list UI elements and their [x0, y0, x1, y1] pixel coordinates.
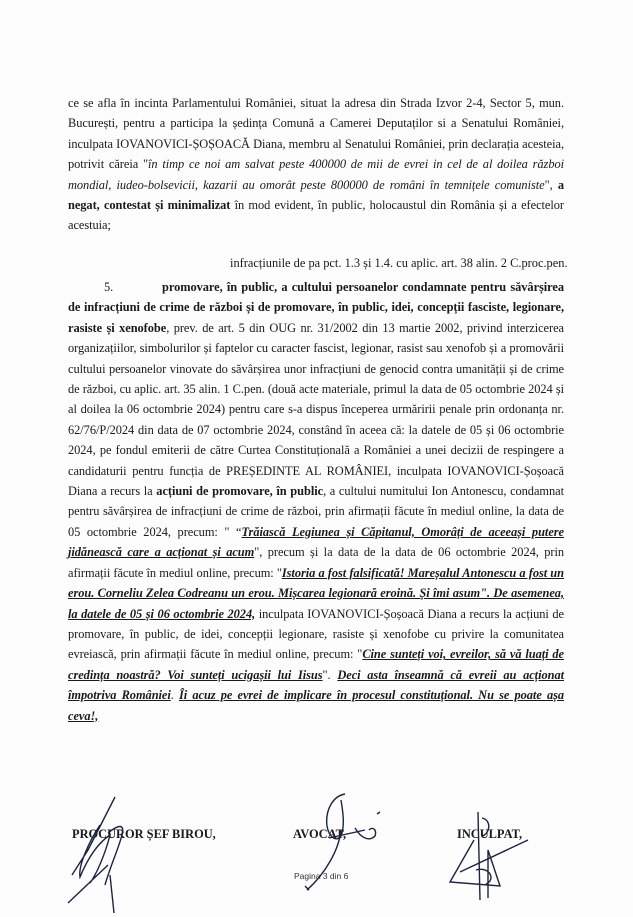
text-segment: , prev. de art. 5 din OUG nr. 31/2002 din 13 martie 2002, privind interzicerea organizațiilor, simbolurilor și faptelor cu caracter fascist, legionar, rasist sau xenofob și a promovării cultului persoanelor vinovate do săvârșirea unor infracțiuni de genocid contra umanității și de crime de război, cu aplic. art. 35 alin. 1 C.pen. (două acte materiale, primul la data de 05 octombrie 2024 și al doilea la 06 octombrie 2024) pentru care s-a dispus începerea urmăririi penale prin ordonanța nr. 62/76/P/2024 din data de 07 octombrie 2024, constând în aceea că: la datele de 05 și 06 octombrie 2024, pe fondul emiterii de către Curtea Constituțională a României a unei decizii de respingere a candidaturii pentru funcția de PREȘEDINTE AL ROMÂNIEI, inculpata IOVANOVICI-Șoșoacă Diana a recurs la — [68, 320, 564, 499]
text-segment: inculpata IOVANOVICI-Șoșoacă Diana a recurs la acțiuni de promovare, în public, de idei, concepții legionare, rasiste și xenofobe cu privire la comunitatea evreiască, prin afirmații făcute în mediul online, precum: " — [68, 606, 564, 662]
bold-phrase: acțiuni de promovare, în public — [156, 484, 324, 499]
quoted-statement: Trăiască Legiunea și Căpitanul, Omorâți de aceeași putere jidănească care a acționat și acum — [68, 524, 564, 560]
quoted-statement: în timp ce noi am salvat peste 400000 de mii de evrei in cel de al doilea război mondial, iudeo-bolsevicii, kazarii au omorât peste 800000 de români în temnițele comuniste — [68, 157, 565, 192]
item-number: 5. — [104, 280, 114, 294]
quoted-statement: Istoria a fost falsificată! Mareșalul Antonescu a fost un erou. Corneliu Zelea Codreanu un erou. Mișcarea legionară eroină. Și îmi asum". De asemenea, la datele de 05 și 06 octombrie 2024, — [68, 565, 564, 621]
text-segment: ce se afla în incinta Parlamentului României, situat la adresa din Strada Izvor 2-4, Sector 5, mun. București, pentru a participa la ședința Comună a Camerei Deputaților si a Senatului României, inculpata IOVANOVICI-ȘOȘOACĂ Diana, membru al Senatului României, prin declarația acesteia, potrivit căreia " — [68, 96, 564, 172]
prosecutor-label: PROCUROR ȘEF BIROU, — [72, 827, 216, 841]
prosecutor-signature — [60, 795, 180, 915]
text-segment: în mod evident, în public, holocaustul din România și a efectelor acestuia; — [68, 198, 564, 233]
defendant-signature — [430, 810, 540, 910]
bold-phrase: a negat, contestat și minimalizat — [68, 177, 564, 213]
lawyer-label: AVOCAT, — [293, 827, 347, 841]
text-segment: . — [170, 688, 180, 703]
paragraph-declaration — [68, 93, 564, 236]
text-segment: ", — [544, 177, 558, 192]
page-number: Pagina 3 din 6 — [294, 871, 349, 881]
text-segment: ", precum și la data de la data de 06 octombrie 2024, prin afirmații făcute în mediul online, precum: " — [68, 545, 565, 580]
paragraph-charge-5 — [68, 277, 564, 726]
legal-reference: infracțiunile de pa pct. 1.3 și 1.4. cu aplic. art. 38 alin. 2 C.proc.pen. — [230, 256, 568, 270]
charge-heading: promovare, în public, a cultului persoanelor condamnate pentru săvârșirea de infracțiuni de crime de război și de promovare, în public, idei, concepții fasciste, legionare, rasiste și xenofobe — [68, 280, 564, 335]
lawyer-signature — [285, 790, 395, 900]
defendant-label: INCULPAT, — [457, 827, 523, 841]
quoted-statement: Deci asta înseamnă că evreii au acționat împotriva României — [68, 667, 564, 703]
quoted-statement: Îi acuz pe evrei de implicare în procesul constituțional. Nu se poate așa ceva!, — [68, 688, 565, 723]
text-segment: ". — [322, 667, 338, 682]
quoted-statement: Cine sunteți voi, evreilor, să vă luați de credința noastră? Voi sunteți ucigașii lui Iisus — [68, 647, 564, 682]
text-segment: , a cultului numitului Ion Antonescu, condamnat pentru săvârșirea de infracțiuni de crime de război, prin afirmații făcute în mediul online, la data de 05 octombrie 2024, precum: " “ — [68, 484, 564, 539]
